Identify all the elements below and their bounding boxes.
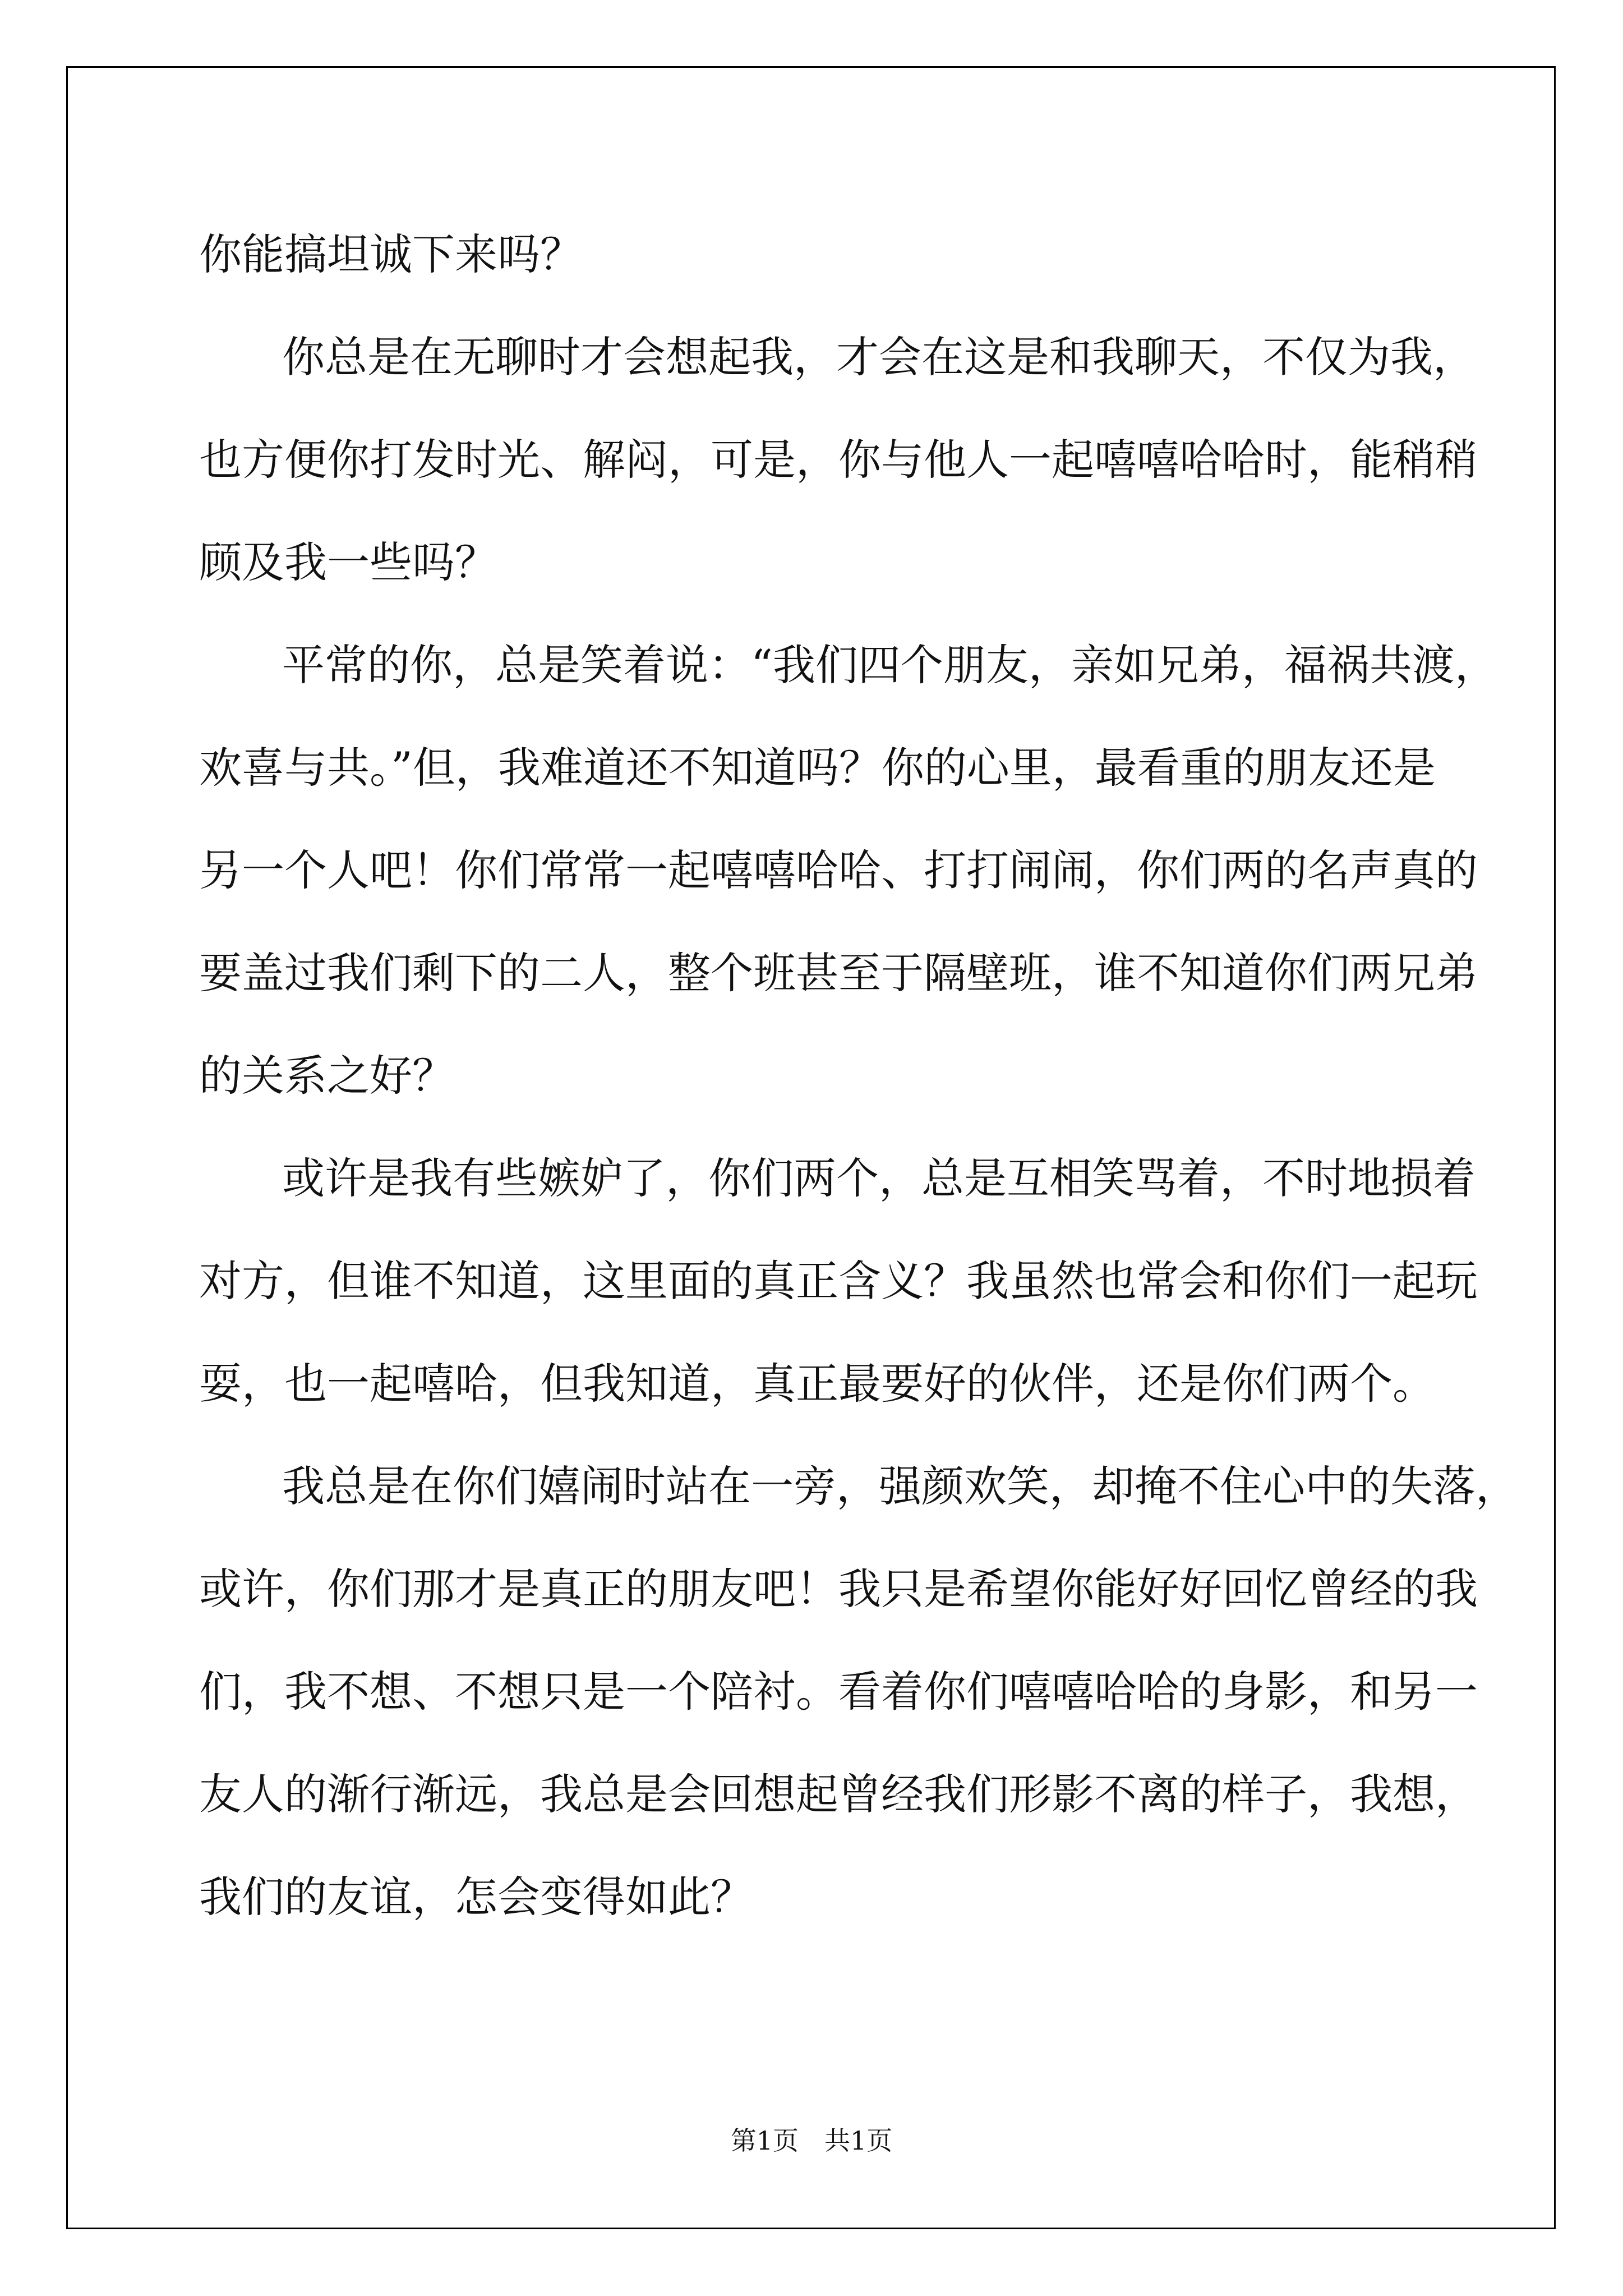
text-line: 或许是我有些嫉妒了，你们两个，总是互相笑骂着，不时地损着 bbox=[282, 1153, 1476, 1203]
text-line: 或许，你们那才是真正的朋友吧！我只是希望你能好好回忆曾经的我 bbox=[199, 1564, 1478, 1614]
text-line: 我总是在你们嬉闹时站在一旁，强颜欢笑，却掩不住心中的失落， bbox=[282, 1461, 1518, 1511]
text-line: 你总是在无聊时才会想起我，才会在这是和我聊天，不仅为我， bbox=[282, 332, 1476, 382]
text-line: 也方便你打发时光、解闷，可是，你与他人一起嘻嘻哈哈时，能稍稍 bbox=[199, 435, 1478, 485]
paragraph-1 bbox=[199, 203, 1433, 306]
text-line: 对方，但谁不知道，这里面的真正含义？我虽然也常会和你们一起玩 bbox=[199, 1256, 1478, 1306]
text-line: 们，我不想、不想只是一个陪衬。看着你们嘻嘻哈哈的身影，和另一 bbox=[199, 1667, 1478, 1717]
text-line: 的关系之好？ bbox=[199, 1051, 455, 1101]
text-line: 另一个人吧！你们常常一起嘻嘻哈哈、打打闹闹，你们两的名声真的 bbox=[199, 845, 1478, 895]
text-line: 我们的友谊，怎会变得如此？ bbox=[199, 1872, 753, 1922]
paragraph-3 bbox=[199, 614, 1497, 1127]
text-line: 耍，也一起嘻哈，但我知道，真正最要好的伙伴，还是你们两个。 bbox=[199, 1359, 1435, 1409]
text-line: 你能搞坦诚下来吗？ bbox=[199, 229, 583, 279]
text-line: 友人的渐行渐远，我总是会回想起曾经我们形影不离的样子，我想， bbox=[199, 1769, 1478, 1819]
text-line: 顾及我一些吗？ bbox=[199, 537, 497, 587]
text-line: 欢喜与共。”但，我难道还不知道吗？你的心里，最看重的朋友还是 bbox=[199, 743, 1436, 793]
text-line: 要盖过我们剩下的二人，整个班甚至于隔壁班，谁不知道你们两兄弟 bbox=[199, 948, 1478, 998]
paragraph-4 bbox=[199, 1127, 1478, 1435]
page-number-footer: 第1页 共1页 bbox=[730, 2125, 893, 2156]
text-line: 平常的你，总是笑着说：“我们四个朋友，亲如兄弟，福祸共渡， bbox=[282, 640, 1497, 690]
paragraph-5 bbox=[199, 1435, 1518, 1948]
document-body bbox=[199, 203, 1518, 1948]
paragraph-2 bbox=[199, 306, 1478, 614]
